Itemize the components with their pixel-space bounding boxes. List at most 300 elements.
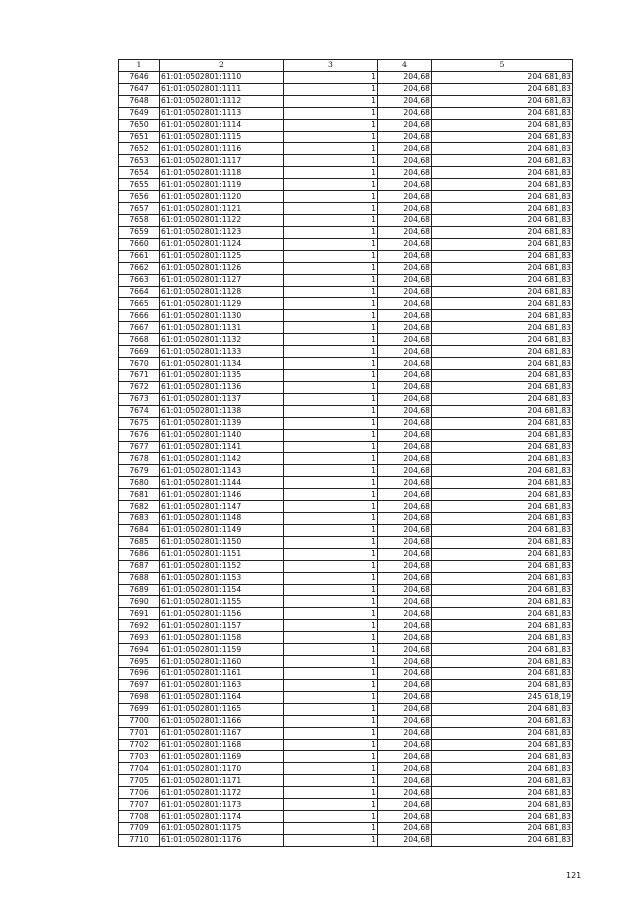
value-cell: 204 681,83 — [432, 751, 573, 763]
cadastral-number-cell: 61:01:0502801:1161 — [160, 668, 284, 680]
cadastral-number-cell: 61:01:0502801:1148 — [160, 513, 284, 525]
value-cell: 204 681,83 — [432, 823, 573, 835]
area-cell: 204,68 — [378, 644, 432, 656]
cadastral-number-cell: 61:01:0502801:1150 — [160, 536, 284, 548]
table-row — [119, 668, 573, 680]
value-cell: 204 681,83 — [432, 560, 573, 572]
quantity-cell: 1 — [284, 310, 378, 322]
value-cell: 204 681,83 — [432, 155, 573, 167]
area-cell: 204,68 — [378, 167, 432, 179]
area-cell: 204,68 — [378, 823, 432, 835]
quantity-cell: 1 — [284, 417, 378, 429]
cadastral-number-cell: 61:01:0502801:1158 — [160, 632, 284, 644]
area-cell: 204,68 — [378, 191, 432, 203]
cadastral-number-cell: 61:01:0502801:1159 — [160, 644, 284, 656]
value-cell: 204 681,83 — [432, 572, 573, 584]
value-cell: 204 681,83 — [432, 107, 573, 119]
quantity-cell: 1 — [284, 143, 378, 155]
cadastral-number-cell: 61:01:0502801:1133 — [160, 346, 284, 358]
quantity-cell: 1 — [284, 322, 378, 334]
area-cell: 204,68 — [378, 83, 432, 95]
area-cell: 204,68 — [378, 632, 432, 644]
row-number-cell: 7651 — [119, 131, 160, 143]
area-cell: 204,68 — [378, 203, 432, 215]
cadastral-number-cell: 61:01:0502801:1175 — [160, 823, 284, 835]
table-row — [119, 346, 573, 358]
area-cell: 204,68 — [378, 739, 432, 751]
cadastral-number-cell: 61:01:0502801:1152 — [160, 560, 284, 572]
row-number-cell: 7670 — [119, 358, 160, 370]
table-row — [119, 71, 573, 83]
column-header-3: 3 — [284, 60, 378, 72]
row-number-cell: 7684 — [119, 524, 160, 536]
cadastral-number-cell: 61:01:0502801:1167 — [160, 727, 284, 739]
value-cell: 204 681,83 — [432, 620, 573, 632]
value-cell: 204 681,83 — [432, 524, 573, 536]
quantity-cell: 1 — [284, 751, 378, 763]
quantity-cell: 1 — [284, 620, 378, 632]
quantity-cell: 1 — [284, 679, 378, 691]
row-number-cell: 7694 — [119, 644, 160, 656]
area-cell: 204,68 — [378, 262, 432, 274]
row-number-cell: 7693 — [119, 632, 160, 644]
value-cell: 204 681,83 — [432, 298, 573, 310]
value-cell: 204 681,83 — [432, 310, 573, 322]
row-number-cell: 7661 — [119, 250, 160, 262]
quantity-cell: 1 — [284, 286, 378, 298]
quantity-cell: 1 — [284, 226, 378, 238]
table-row — [119, 799, 573, 811]
area-cell: 204,68 — [378, 381, 432, 393]
area-cell: 204,68 — [378, 763, 432, 775]
cadastral-number-cell: 61:01:0502801:1168 — [160, 739, 284, 751]
value-cell: 204 681,83 — [432, 262, 573, 274]
quantity-cell: 1 — [284, 811, 378, 823]
cadastral-number-cell: 61:01:0502801:1143 — [160, 465, 284, 477]
quantity-cell: 1 — [284, 763, 378, 775]
row-number-cell: 7687 — [119, 560, 160, 572]
cadastral-number-cell: 61:01:0502801:1128 — [160, 286, 284, 298]
table-row — [119, 322, 573, 334]
table-row — [119, 548, 573, 560]
row-number-cell: 7671 — [119, 369, 160, 381]
value-cell: 204 681,83 — [432, 191, 573, 203]
area-cell: 204,68 — [378, 691, 432, 703]
row-number-cell: 7685 — [119, 536, 160, 548]
table-row — [119, 584, 573, 596]
table-row — [119, 262, 573, 274]
value-cell: 204 681,83 — [432, 226, 573, 238]
value-cell: 204 681,83 — [432, 417, 573, 429]
cadastral-number-cell: 61:01:0502801:1146 — [160, 489, 284, 501]
table-row — [119, 298, 573, 310]
table-row — [119, 191, 573, 203]
quantity-cell: 1 — [284, 501, 378, 513]
value-cell: 204 681,83 — [432, 775, 573, 787]
cadastral-number-cell: 61:01:0502801:1157 — [160, 620, 284, 632]
area-cell: 204,68 — [378, 95, 432, 107]
cadastral-number-cell: 61:01:0502801:1132 — [160, 334, 284, 346]
row-number-cell: 7683 — [119, 513, 160, 525]
area-cell: 204,68 — [378, 811, 432, 823]
cadastral-number-cell: 61:01:0502801:1126 — [160, 262, 284, 274]
cadastral-number-cell: 61:01:0502801:1122 — [160, 214, 284, 226]
area-cell: 204,68 — [378, 429, 432, 441]
table-row — [119, 226, 573, 238]
cadastral-number-cell: 61:01:0502801:1111 — [160, 83, 284, 95]
value-cell: 204 681,83 — [432, 477, 573, 489]
quantity-cell: 1 — [284, 155, 378, 167]
area-cell: 204,68 — [378, 179, 432, 191]
table-body — [119, 71, 573, 846]
quantity-cell: 1 — [284, 83, 378, 95]
cadastral-number-cell: 61:01:0502801:1114 — [160, 119, 284, 131]
area-cell: 204,68 — [378, 143, 432, 155]
table-row — [119, 167, 573, 179]
quantity-cell: 1 — [284, 453, 378, 465]
area-cell: 204,68 — [378, 358, 432, 370]
area-cell: 204,68 — [378, 715, 432, 727]
value-cell: 204 681,83 — [432, 548, 573, 560]
quantity-cell: 1 — [284, 107, 378, 119]
table-row — [119, 179, 573, 191]
value-cell: 245 618,19 — [432, 691, 573, 703]
area-cell: 204,68 — [378, 71, 432, 83]
value-cell: 204 681,83 — [432, 167, 573, 179]
value-cell: 204 681,83 — [432, 834, 573, 846]
value-cell: 204 681,83 — [432, 381, 573, 393]
table-row — [119, 787, 573, 799]
row-number-cell: 7705 — [119, 775, 160, 787]
table-row — [119, 823, 573, 835]
area-cell: 204,68 — [378, 214, 432, 226]
row-number-cell: 7701 — [119, 727, 160, 739]
area-cell: 204,68 — [378, 465, 432, 477]
table-row — [119, 107, 573, 119]
row-number-cell: 7678 — [119, 453, 160, 465]
area-cell: 204,68 — [378, 775, 432, 787]
area-cell: 204,68 — [378, 584, 432, 596]
cadastral-number-cell: 61:01:0502801:1110 — [160, 71, 284, 83]
quantity-cell: 1 — [284, 548, 378, 560]
quantity-cell: 1 — [284, 429, 378, 441]
cadastral-number-cell: 61:01:0502801:1139 — [160, 417, 284, 429]
table-row — [119, 775, 573, 787]
cadastral-number-cell: 61:01:0502801:1137 — [160, 393, 284, 405]
row-number-cell: 7674 — [119, 405, 160, 417]
cadastral-number-cell: 61:01:0502801:1174 — [160, 811, 284, 823]
cadastral-number-cell: 61:01:0502801:1117 — [160, 155, 284, 167]
row-number-cell: 7653 — [119, 155, 160, 167]
area-cell: 204,68 — [378, 155, 432, 167]
row-number-cell: 7658 — [119, 214, 160, 226]
value-cell: 204 681,83 — [432, 584, 573, 596]
table-row — [119, 834, 573, 846]
area-cell: 204,68 — [378, 346, 432, 358]
quantity-cell: 1 — [284, 691, 378, 703]
value-cell: 204 681,83 — [432, 119, 573, 131]
value-cell: 204 681,83 — [432, 811, 573, 823]
area-cell: 204,68 — [378, 536, 432, 548]
table-row — [119, 393, 573, 405]
table-row — [119, 405, 573, 417]
cadastral-number-cell: 61:01:0502801:1154 — [160, 584, 284, 596]
row-number-cell: 7708 — [119, 811, 160, 823]
row-number-cell: 7662 — [119, 262, 160, 274]
cadastral-number-cell: 61:01:0502801:1155 — [160, 596, 284, 608]
value-cell: 204 681,83 — [432, 513, 573, 525]
cadastral-number-cell: 61:01:0502801:1120 — [160, 191, 284, 203]
value-cell: 204 681,83 — [432, 214, 573, 226]
area-cell: 204,68 — [378, 703, 432, 715]
row-number-cell: 7665 — [119, 298, 160, 310]
table-row — [119, 656, 573, 668]
quantity-cell: 1 — [284, 560, 378, 572]
value-cell: 204 681,83 — [432, 334, 573, 346]
area-cell: 204,68 — [378, 250, 432, 262]
value-cell: 204 681,83 — [432, 715, 573, 727]
value-cell: 204 681,83 — [432, 358, 573, 370]
cadastral-number-cell: 61:01:0502801:1142 — [160, 453, 284, 465]
quantity-cell: 1 — [284, 524, 378, 536]
quantity-cell: 1 — [284, 346, 378, 358]
area-cell: 204,68 — [378, 453, 432, 465]
cadastral-number-cell: 61:01:0502801:1172 — [160, 787, 284, 799]
row-number-cell: 7657 — [119, 203, 160, 215]
table-row — [119, 513, 573, 525]
quantity-cell: 1 — [284, 477, 378, 489]
row-number-cell: 7696 — [119, 668, 160, 680]
quantity-cell: 1 — [284, 644, 378, 656]
quantity-cell: 1 — [284, 393, 378, 405]
table-row — [119, 286, 573, 298]
table-row — [119, 596, 573, 608]
row-number-cell: 7663 — [119, 274, 160, 286]
area-cell: 204,68 — [378, 501, 432, 513]
cadastral-number-cell: 61:01:0502801:1124 — [160, 238, 284, 250]
value-cell: 204 681,83 — [432, 703, 573, 715]
cadastral-number-cell: 61:01:0502801:1118 — [160, 167, 284, 179]
row-number-cell: 7649 — [119, 107, 160, 119]
row-number-cell: 7655 — [119, 179, 160, 191]
cadastral-number-cell: 61:01:0502801:1169 — [160, 751, 284, 763]
table-row — [119, 143, 573, 155]
row-number-cell: 7689 — [119, 584, 160, 596]
area-cell: 204,68 — [378, 226, 432, 238]
table-row — [119, 131, 573, 143]
cadastral-number-cell: 61:01:0502801:1165 — [160, 703, 284, 715]
cadastral-number-cell: 61:01:0502801:1170 — [160, 763, 284, 775]
quantity-cell: 1 — [284, 668, 378, 680]
cadastral-number-cell: 61:01:0502801:1144 — [160, 477, 284, 489]
quantity-cell: 1 — [284, 465, 378, 477]
value-cell: 204 681,83 — [432, 286, 573, 298]
table-row — [119, 465, 573, 477]
area-cell: 204,68 — [378, 620, 432, 632]
area-cell: 204,68 — [378, 679, 432, 691]
row-number-cell: 7682 — [119, 501, 160, 513]
quantity-cell: 1 — [284, 203, 378, 215]
table-row — [119, 620, 573, 632]
quantity-cell: 1 — [284, 584, 378, 596]
table-row — [119, 524, 573, 536]
row-number-cell: 7664 — [119, 286, 160, 298]
table-row — [119, 477, 573, 489]
value-cell: 204 681,83 — [432, 608, 573, 620]
area-cell: 204,68 — [378, 393, 432, 405]
value-cell: 204 681,83 — [432, 656, 573, 668]
cadastral-number-cell: 61:01:0502801:1153 — [160, 572, 284, 584]
table-row — [119, 560, 573, 572]
value-cell: 204 681,83 — [432, 441, 573, 453]
value-cell: 204 681,83 — [432, 250, 573, 262]
table-header-row — [119, 60, 573, 72]
row-number-cell: 7704 — [119, 763, 160, 775]
row-number-cell: 7656 — [119, 191, 160, 203]
area-cell: 204,68 — [378, 787, 432, 799]
row-number-cell: 7698 — [119, 691, 160, 703]
value-cell: 204 681,83 — [432, 644, 573, 656]
row-number-cell: 7692 — [119, 620, 160, 632]
table-row — [119, 751, 573, 763]
area-cell: 204,68 — [378, 596, 432, 608]
table-row — [119, 203, 573, 215]
row-number-cell: 7700 — [119, 715, 160, 727]
column-header-4: 4 — [378, 60, 432, 72]
row-number-cell: 7686 — [119, 548, 160, 560]
quantity-cell: 1 — [284, 775, 378, 787]
row-number-cell: 7650 — [119, 119, 160, 131]
table-row — [119, 238, 573, 250]
area-cell: 204,68 — [378, 369, 432, 381]
quantity-cell: 1 — [284, 787, 378, 799]
value-cell: 204 681,83 — [432, 346, 573, 358]
row-number-cell: 7680 — [119, 477, 160, 489]
row-number-cell: 7673 — [119, 393, 160, 405]
area-cell: 204,68 — [378, 572, 432, 584]
area-cell: 204,68 — [378, 274, 432, 286]
value-cell: 204 681,83 — [432, 131, 573, 143]
quantity-cell: 1 — [284, 262, 378, 274]
row-number-cell: 7669 — [119, 346, 160, 358]
table-row — [119, 715, 573, 727]
cadastral-number-cell: 61:01:0502801:1173 — [160, 799, 284, 811]
value-cell: 204 681,83 — [432, 143, 573, 155]
column-header-5: 5 — [432, 60, 573, 72]
cadastral-number-cell: 61:01:0502801:1136 — [160, 381, 284, 393]
row-number-cell: 7710 — [119, 834, 160, 846]
cadastral-number-cell: 61:01:0502801:1119 — [160, 179, 284, 191]
value-cell: 204 681,83 — [432, 83, 573, 95]
row-number-cell: 7688 — [119, 572, 160, 584]
cadastral-number-cell: 61:01:0502801:1166 — [160, 715, 284, 727]
cadastral-number-cell: 61:01:0502801:1115 — [160, 131, 284, 143]
area-cell: 204,68 — [378, 727, 432, 739]
value-cell: 204 681,83 — [432, 787, 573, 799]
table-row — [119, 95, 573, 107]
row-number-cell: 7675 — [119, 417, 160, 429]
cadastral-number-cell: 61:01:0502801:1127 — [160, 274, 284, 286]
cadastral-number-cell: 61:01:0502801:1141 — [160, 441, 284, 453]
value-cell: 204 681,83 — [432, 429, 573, 441]
table-row — [119, 334, 573, 346]
cadastral-number-cell: 61:01:0502801:1135 — [160, 369, 284, 381]
area-cell: 204,68 — [378, 668, 432, 680]
area-cell: 204,68 — [378, 477, 432, 489]
cadastral-number-cell: 61:01:0502801:1138 — [160, 405, 284, 417]
cadastral-number-cell: 61:01:0502801:1156 — [160, 608, 284, 620]
table-row — [119, 608, 573, 620]
quantity-cell: 1 — [284, 119, 378, 131]
area-cell: 204,68 — [378, 799, 432, 811]
quantity-cell: 1 — [284, 131, 378, 143]
table-row — [119, 429, 573, 441]
quantity-cell: 1 — [284, 71, 378, 83]
value-cell: 204 681,83 — [432, 393, 573, 405]
cadastral-number-cell: 61:01:0502801:1134 — [160, 358, 284, 370]
value-cell: 204 681,83 — [432, 489, 573, 501]
table-row — [119, 441, 573, 453]
value-cell: 204 681,83 — [432, 596, 573, 608]
area-cell: 204,68 — [378, 441, 432, 453]
row-number-cell: 7679 — [119, 465, 160, 477]
quantity-cell: 1 — [284, 95, 378, 107]
table-row — [119, 274, 573, 286]
cadastral-number-cell: 61:01:0502801:1176 — [160, 834, 284, 846]
row-number-cell: 7654 — [119, 167, 160, 179]
row-number-cell: 7681 — [119, 489, 160, 501]
table-row — [119, 739, 573, 751]
table-row — [119, 381, 573, 393]
quantity-cell: 1 — [284, 703, 378, 715]
area-cell: 204,68 — [378, 119, 432, 131]
row-number-cell: 7707 — [119, 799, 160, 811]
quantity-cell: 1 — [284, 572, 378, 584]
value-cell: 204 681,83 — [432, 179, 573, 191]
cadastral-number-cell: 61:01:0502801:1149 — [160, 524, 284, 536]
cadastral-number-cell: 61:01:0502801:1147 — [160, 501, 284, 513]
quantity-cell: 1 — [284, 536, 378, 548]
value-cell: 204 681,83 — [432, 632, 573, 644]
quantity-cell: 1 — [284, 656, 378, 668]
row-number-cell: 7709 — [119, 823, 160, 835]
cadastral-number-cell: 61:01:0502801:1151 — [160, 548, 284, 560]
value-cell: 204 681,83 — [432, 453, 573, 465]
row-number-cell: 7706 — [119, 787, 160, 799]
registry-table — [118, 59, 573, 847]
table-row — [119, 453, 573, 465]
value-cell: 204 681,83 — [432, 668, 573, 680]
row-number-cell: 7695 — [119, 656, 160, 668]
area-cell: 204,68 — [378, 524, 432, 536]
quantity-cell: 1 — [284, 274, 378, 286]
row-number-cell: 7672 — [119, 381, 160, 393]
value-cell: 204 681,83 — [432, 274, 573, 286]
table-row — [119, 727, 573, 739]
row-number-cell: 7667 — [119, 322, 160, 334]
cadastral-number-cell: 61:01:0502801:1140 — [160, 429, 284, 441]
row-number-cell: 7702 — [119, 739, 160, 751]
quantity-cell: 1 — [284, 358, 378, 370]
table-row — [119, 119, 573, 131]
quantity-cell: 1 — [284, 799, 378, 811]
cadastral-number-cell: 61:01:0502801:1125 — [160, 250, 284, 262]
cadastral-number-cell: 61:01:0502801:1116 — [160, 143, 284, 155]
value-cell: 204 681,83 — [432, 238, 573, 250]
cadastral-number-cell: 61:01:0502801:1112 — [160, 95, 284, 107]
quantity-cell: 1 — [284, 727, 378, 739]
area-cell: 204,68 — [378, 489, 432, 501]
